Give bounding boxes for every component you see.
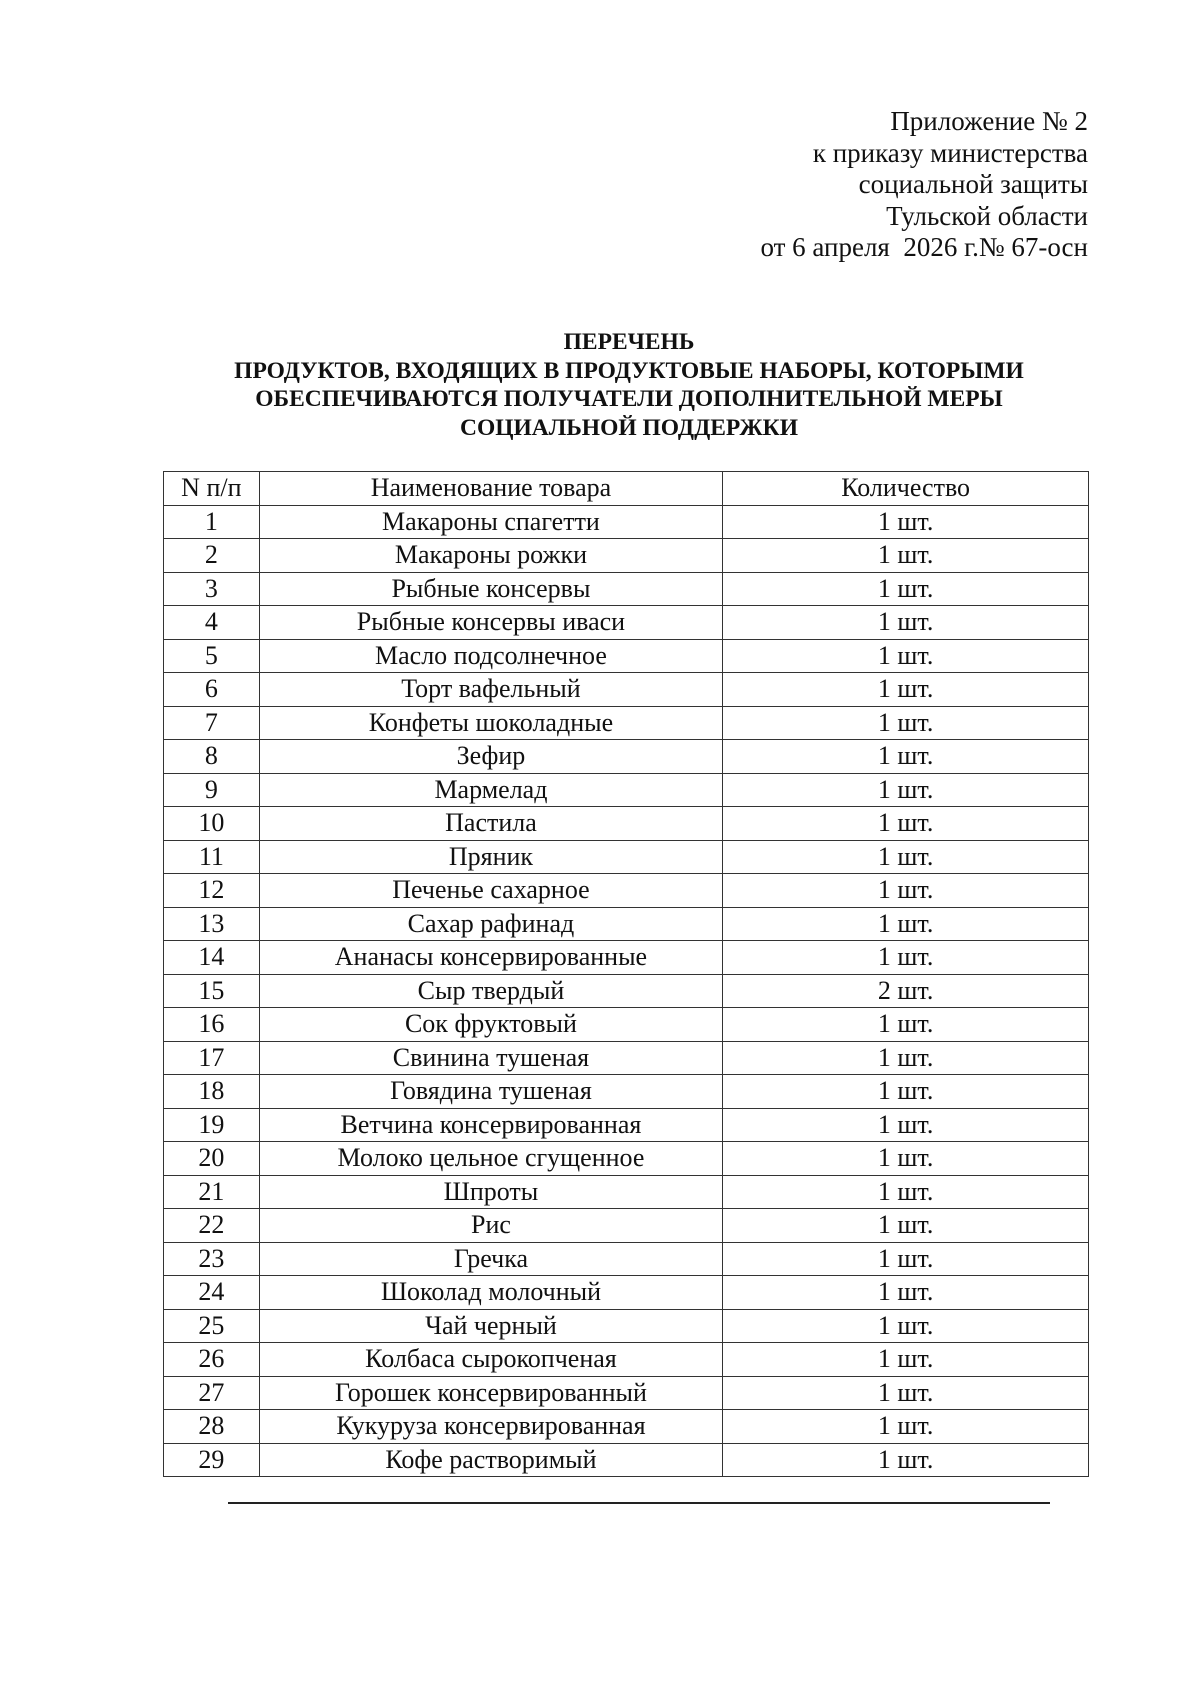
table-row xyxy=(164,1142,1089,1176)
cell-number: 6 xyxy=(164,673,260,707)
cell-quantity: 1 шт. xyxy=(723,1209,1089,1243)
cell-quantity: 1 шт. xyxy=(723,1041,1089,1075)
cell-product-name: Конфеты шоколадные xyxy=(259,706,723,740)
cell-product-name: Пастила xyxy=(259,807,723,841)
cell-product-name: Макароны рожки xyxy=(259,539,723,573)
cell-quantity: 1 шт. xyxy=(723,807,1089,841)
cell-quantity: 1 шт. xyxy=(723,1008,1089,1042)
cell-quantity: 1 шт. xyxy=(723,572,1089,606)
cell-quantity: 1 шт. xyxy=(723,941,1089,975)
cell-product-name: Горошек консервированный xyxy=(259,1376,723,1410)
cell-quantity: 1 шт. xyxy=(723,639,1089,673)
cell-product-name: Ананасы консервированные xyxy=(259,941,723,975)
table-row xyxy=(164,1309,1089,1343)
cell-quantity: 2 шт. xyxy=(723,974,1089,1008)
cell-quantity: 1 шт. xyxy=(723,1142,1089,1176)
cell-product-name: Шпроты xyxy=(259,1175,723,1209)
cell-product-name: Кофе растворимый xyxy=(259,1443,723,1477)
cell-product-name: Свинина тушеная xyxy=(259,1041,723,1075)
table-row xyxy=(164,840,1089,874)
cell-number: 13 xyxy=(164,907,260,941)
cell-product-name: Сок фруктовый xyxy=(259,1008,723,1042)
cell-product-name: Шоколад молочный xyxy=(259,1276,723,1310)
order-date-number: от 6 апреля 2026 г.№ 67-осн xyxy=(760,232,1088,262)
cell-number: 20 xyxy=(164,1142,260,1176)
appendix-header xyxy=(760,106,1088,264)
cell-number: 23 xyxy=(164,1242,260,1276)
table-row xyxy=(164,706,1089,740)
table-row xyxy=(164,874,1089,908)
region-name: Тульской области xyxy=(886,200,1088,231)
table-row xyxy=(164,606,1089,640)
cell-number: 24 xyxy=(164,1276,260,1310)
column-header-name: Наименование товара xyxy=(259,472,723,506)
table-row xyxy=(164,1276,1089,1310)
table-header-row xyxy=(164,472,1089,506)
title-line-1: ПЕРЕЧЕНЬ xyxy=(563,329,695,355)
table-row xyxy=(164,1376,1089,1410)
cell-product-name: Торт вафельный xyxy=(259,673,723,707)
cell-quantity: 1 шт. xyxy=(723,874,1089,908)
table-row xyxy=(164,740,1089,774)
cell-number: 1 xyxy=(164,505,260,539)
table-row xyxy=(164,1175,1089,1209)
cell-number: 19 xyxy=(164,1108,260,1142)
cell-product-name: Рыбные консервы xyxy=(259,572,723,606)
cell-number: 5 xyxy=(164,639,260,673)
cell-number: 15 xyxy=(164,974,260,1008)
cell-quantity: 1 шт. xyxy=(723,505,1089,539)
cell-number: 16 xyxy=(164,1008,260,1042)
cell-number: 7 xyxy=(164,706,260,740)
cell-quantity: 1 шт. xyxy=(723,539,1089,573)
title-line-3: ОБЕСПЕЧИВАЮТСЯ ПОЛУЧАТЕЛИ ДОПОЛНИТЕЛЬНОЙ МЕРЫ xyxy=(255,386,1003,412)
cell-quantity: 1 шт. xyxy=(723,773,1089,807)
cell-number: 27 xyxy=(164,1376,260,1410)
cell-number: 25 xyxy=(164,1309,260,1343)
cell-number: 3 xyxy=(164,572,260,606)
cell-product-name: Кукуруза консервированная xyxy=(259,1410,723,1444)
cell-number: 2 xyxy=(164,539,260,573)
column-header-number: N п/п xyxy=(164,472,260,506)
cell-number: 18 xyxy=(164,1075,260,1109)
cell-number: 11 xyxy=(164,840,260,874)
table-row xyxy=(164,572,1089,606)
cell-product-name: Рыбные консервы иваси xyxy=(259,606,723,640)
cell-product-name: Масло подсолнечное xyxy=(259,639,723,673)
products-table xyxy=(163,471,1089,1477)
table-row xyxy=(164,907,1089,941)
cell-product-name: Чай черный xyxy=(259,1309,723,1343)
cell-product-name: Гречка xyxy=(259,1242,723,1276)
cell-product-name: Говядина тушеная xyxy=(259,1075,723,1109)
cell-quantity: 1 шт. xyxy=(723,840,1089,874)
cell-number: 8 xyxy=(164,740,260,774)
table-row xyxy=(164,773,1089,807)
cell-product-name: Ветчина консервированная xyxy=(259,1108,723,1142)
title-line-4: СОЦИАЛЬНОЙ ПОДДЕРЖКИ xyxy=(459,414,799,441)
cell-number: 14 xyxy=(164,941,260,975)
cell-product-name: Сыр твердый xyxy=(259,974,723,1008)
table-row xyxy=(164,1075,1089,1109)
table-row xyxy=(164,539,1089,573)
table-row xyxy=(164,673,1089,707)
order-reference: к приказу министерства xyxy=(812,137,1088,168)
cell-quantity: 1 шт. xyxy=(723,1075,1089,1109)
cell-number: 4 xyxy=(164,606,260,640)
cell-quantity: 1 шт. xyxy=(723,1410,1089,1444)
cell-product-name: Сахар рафинад xyxy=(259,907,723,941)
table-row xyxy=(164,1108,1089,1142)
cell-number: 28 xyxy=(164,1410,260,1444)
table-body xyxy=(164,505,1089,1477)
cell-number: 12 xyxy=(164,874,260,908)
cell-quantity: 1 шт. xyxy=(723,740,1089,774)
cell-quantity: 1 шт. xyxy=(723,907,1089,941)
cell-number: 29 xyxy=(164,1443,260,1477)
cell-quantity: 1 шт. xyxy=(723,1443,1089,1477)
table-row xyxy=(164,1410,1089,1444)
cell-product-name: Мармелад xyxy=(259,773,723,807)
cell-number: 9 xyxy=(164,773,260,807)
cell-product-name: Зефир xyxy=(259,740,723,774)
cell-number: 26 xyxy=(164,1343,260,1377)
cell-product-name: Молоко цельное сгущенное xyxy=(259,1142,723,1176)
cell-product-name: Печенье сахарное xyxy=(259,874,723,908)
cell-quantity: 1 шт. xyxy=(723,673,1089,707)
cell-quantity: 1 шт. xyxy=(723,1376,1089,1410)
cell-quantity: 1 шт. xyxy=(723,1309,1089,1343)
table-row xyxy=(164,1443,1089,1477)
table-row xyxy=(164,639,1089,673)
cell-quantity: 1 шт. xyxy=(723,706,1089,740)
cell-product-name: Рис xyxy=(259,1209,723,1243)
table-row xyxy=(164,974,1089,1008)
table-row xyxy=(164,1008,1089,1042)
cell-quantity: 1 шт. xyxy=(723,1343,1089,1377)
table-row xyxy=(164,1343,1089,1377)
table-row xyxy=(164,807,1089,841)
cell-quantity: 1 шт. xyxy=(723,1175,1089,1209)
table-row xyxy=(164,505,1089,539)
cell-product-name: Макароны спагетти xyxy=(259,505,723,539)
cell-number: 21 xyxy=(164,1175,260,1209)
table-row xyxy=(164,1209,1089,1243)
cell-number: 22 xyxy=(164,1209,260,1243)
title-line-2: ПРОДУКТОВ, ВХОДЯЩИХ В ПРОДУКТОВЫЕ НАБОРЫ, КОТОРЫМИ xyxy=(234,357,1024,384)
cell-product-name: Колбаса сырокопченая xyxy=(259,1343,723,1377)
end-of-document-line xyxy=(228,1502,1050,1504)
appendix-number: Приложение № 2 xyxy=(890,106,1088,136)
table-row xyxy=(164,1242,1089,1276)
cell-product-name: Пряник xyxy=(259,840,723,874)
cell-quantity: 1 шт. xyxy=(723,1242,1089,1276)
table-row xyxy=(164,941,1089,975)
ministry-name: социальной защиты xyxy=(858,169,1088,199)
column-header-quantity: Количество xyxy=(723,472,1089,506)
table-row xyxy=(164,1041,1089,1075)
cell-quantity: 1 шт. xyxy=(723,1276,1089,1310)
cell-quantity: 1 шт. xyxy=(723,1108,1089,1142)
cell-quantity: 1 шт. xyxy=(723,606,1089,640)
document-title xyxy=(160,328,1098,442)
cell-number: 10 xyxy=(164,807,260,841)
cell-number: 17 xyxy=(164,1041,260,1075)
